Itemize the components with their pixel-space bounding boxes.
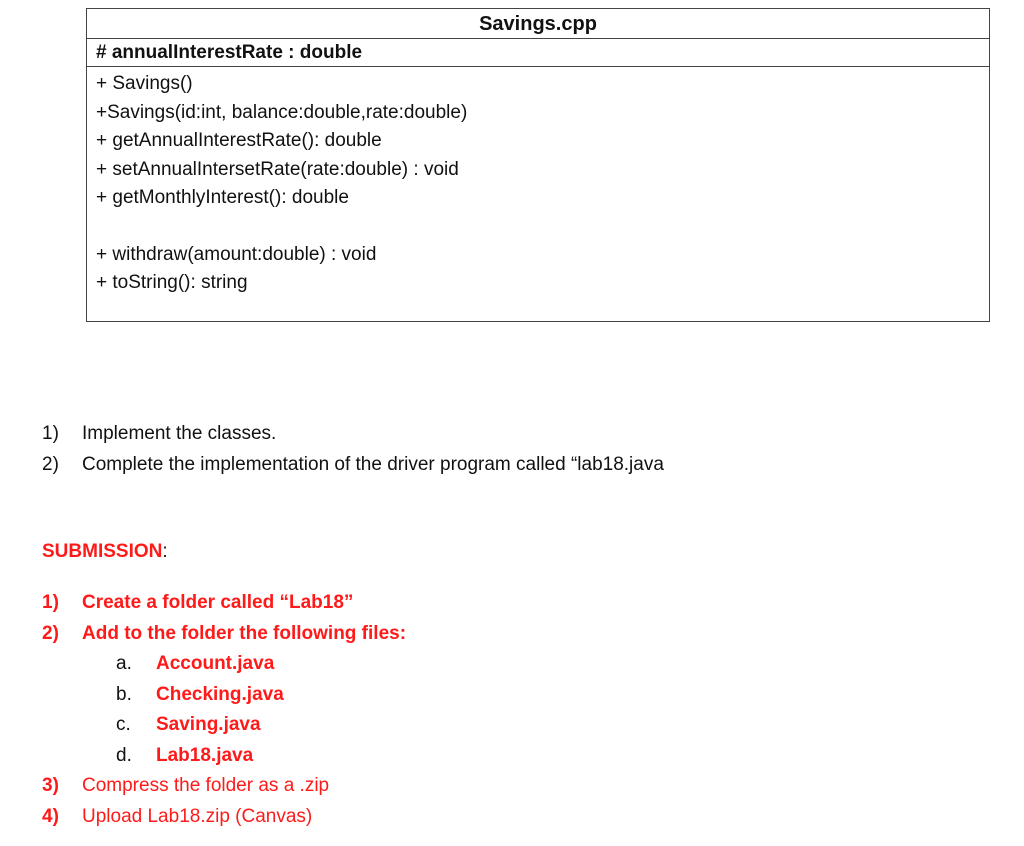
uml-class-title: Savings.cpp bbox=[87, 9, 989, 39]
step-number: 4) bbox=[42, 805, 59, 827]
instruction-item bbox=[42, 449, 664, 480]
submission-step bbox=[42, 588, 406, 619]
uml-method: + getMonthlyInterest(): double bbox=[96, 187, 349, 208]
submission-step bbox=[42, 771, 406, 802]
instruction-item bbox=[42, 418, 664, 449]
uml-method: + toString(): string bbox=[96, 272, 248, 293]
step-number: 1) bbox=[42, 592, 59, 613]
file-name: Account.java bbox=[156, 653, 275, 674]
file-name: Checking.java bbox=[156, 683, 284, 705]
uml-methods bbox=[87, 67, 989, 298]
step-text: Create a folder called “Lab18” bbox=[82, 592, 354, 613]
file-item bbox=[42, 680, 406, 711]
instruction-list bbox=[42, 418, 664, 480]
uml-method: + withdraw(amount:double) : void bbox=[96, 243, 377, 265]
uml-attribute: # annualInterestRate : double bbox=[87, 39, 989, 67]
step-text: Add to the folder the following files: bbox=[82, 622, 407, 644]
uml-method: +Savings(id:int, balance:double,rate:double) bbox=[96, 101, 468, 123]
submission-step bbox=[42, 619, 406, 650]
file-letter: d. bbox=[116, 744, 132, 766]
uml-class-box bbox=[86, 8, 990, 322]
uml-method: + Savings() bbox=[96, 73, 193, 94]
item-text: Implement the classes. bbox=[82, 423, 277, 444]
submission-list bbox=[42, 588, 406, 832]
heading-colon: : bbox=[162, 541, 168, 562]
file-name: Lab18.java bbox=[156, 744, 254, 766]
step-number: 2) bbox=[42, 622, 59, 644]
uml-method: + getAnnualInterestRate(): double bbox=[96, 130, 382, 151]
item-text: Complete the implementation of the driver program called “lab18.java bbox=[82, 454, 664, 475]
file-item bbox=[42, 710, 406, 741]
submission-heading bbox=[42, 541, 168, 563]
submission-step bbox=[42, 802, 406, 833]
file-letter: c. bbox=[116, 714, 131, 735]
step-text: Compress the folder as a .zip bbox=[82, 775, 330, 796]
file-letter: a. bbox=[116, 653, 132, 674]
file-name: Saving.java bbox=[156, 714, 261, 735]
submission-heading-text: SUBMISSION bbox=[42, 541, 163, 562]
item-number: 2) bbox=[42, 454, 59, 475]
uml-method: + setAnnualIntersetRate(rate:double) : void bbox=[96, 158, 459, 180]
step-text: Upload Lab18.zip (Canvas) bbox=[82, 805, 313, 827]
file-item bbox=[42, 649, 406, 680]
item-number: 1) bbox=[42, 423, 59, 444]
step-number: 3) bbox=[42, 775, 59, 796]
file-item bbox=[42, 741, 406, 772]
method-spacer bbox=[96, 213, 989, 241]
file-letter: b. bbox=[116, 683, 132, 705]
